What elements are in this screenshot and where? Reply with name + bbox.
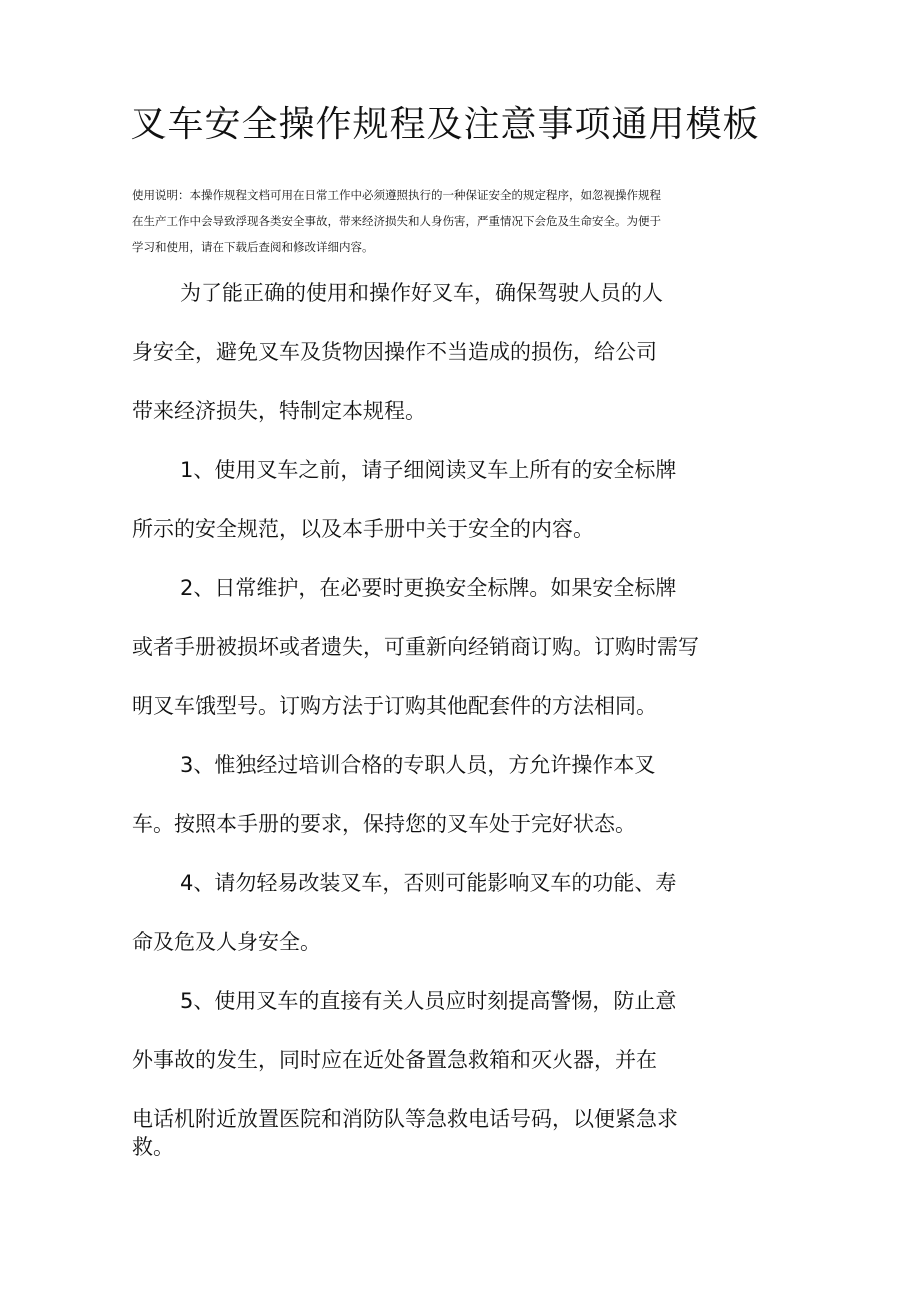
usage-note [132,182,782,260]
body-line: 2、日常维护，在必要时更换安全标牌。如果安全标牌 [180,576,677,600]
body-line: 4、请勿轻易改装叉车，否则可能影响叉车的功能、寿 [180,871,677,895]
body-line: 或者手册被损坏或者遗失，可重新向经销商订购。订购时需写 [132,635,699,659]
body-line: 身安全，避免叉车及货物因操作不当造成的损伤，给公司 [132,340,657,364]
usage-note-line: 使用说明：本操作规程文档可用在日常工作中必须遵照执行的一种保证安全的规定程序，如忽视操作规程 [132,188,661,202]
body-line: 3、惟独经过培训合格的专职人员，方允许操作本叉 [180,753,656,777]
body-line: 为了能正确的使用和操作好叉车，确保驾驶人员的人 [180,281,663,305]
body-line: 电话机附近放置医院和消防队等急救电话号码，以便紧急求 [132,1107,678,1131]
body-line: 5、使用叉车的直接有关人员应时刻提高警惕，防止意 [180,989,677,1013]
body-line: 所示的安全规范，以及本手册中关于安全的内容。 [132,517,594,541]
body-line: 1、使用叉车之前，请子细阅读叉车上所有的安全标牌 [180,458,677,482]
document-title: 叉车安全操作规程及注意事项通用模板 [130,104,760,145]
body-line: 外事故的发生，同时应在近处备置急救箱和灭火器，并在 [132,1048,657,1072]
body-line: 救。 [132,1135,174,1159]
usage-note-line: 在生产工作中会导致浮现各类安全事故，带来经济损失和人身伤害，严重情况下会危及生命安全。为便于 [132,214,661,228]
usage-note-line: 学习和使用，请在下载后查阅和修改详细内容。 [132,240,374,254]
body-line: 明叉车饿型号。订购方法于订购其他配套件的方法相同。 [132,694,657,718]
body-line: 命及危及人身安全。 [132,930,321,954]
body-line: 车。按照本手册的要求，保持您的叉车处于完好状态。 [132,812,636,836]
body-line: 带来经济损失，特制定本规程。 [132,399,426,423]
